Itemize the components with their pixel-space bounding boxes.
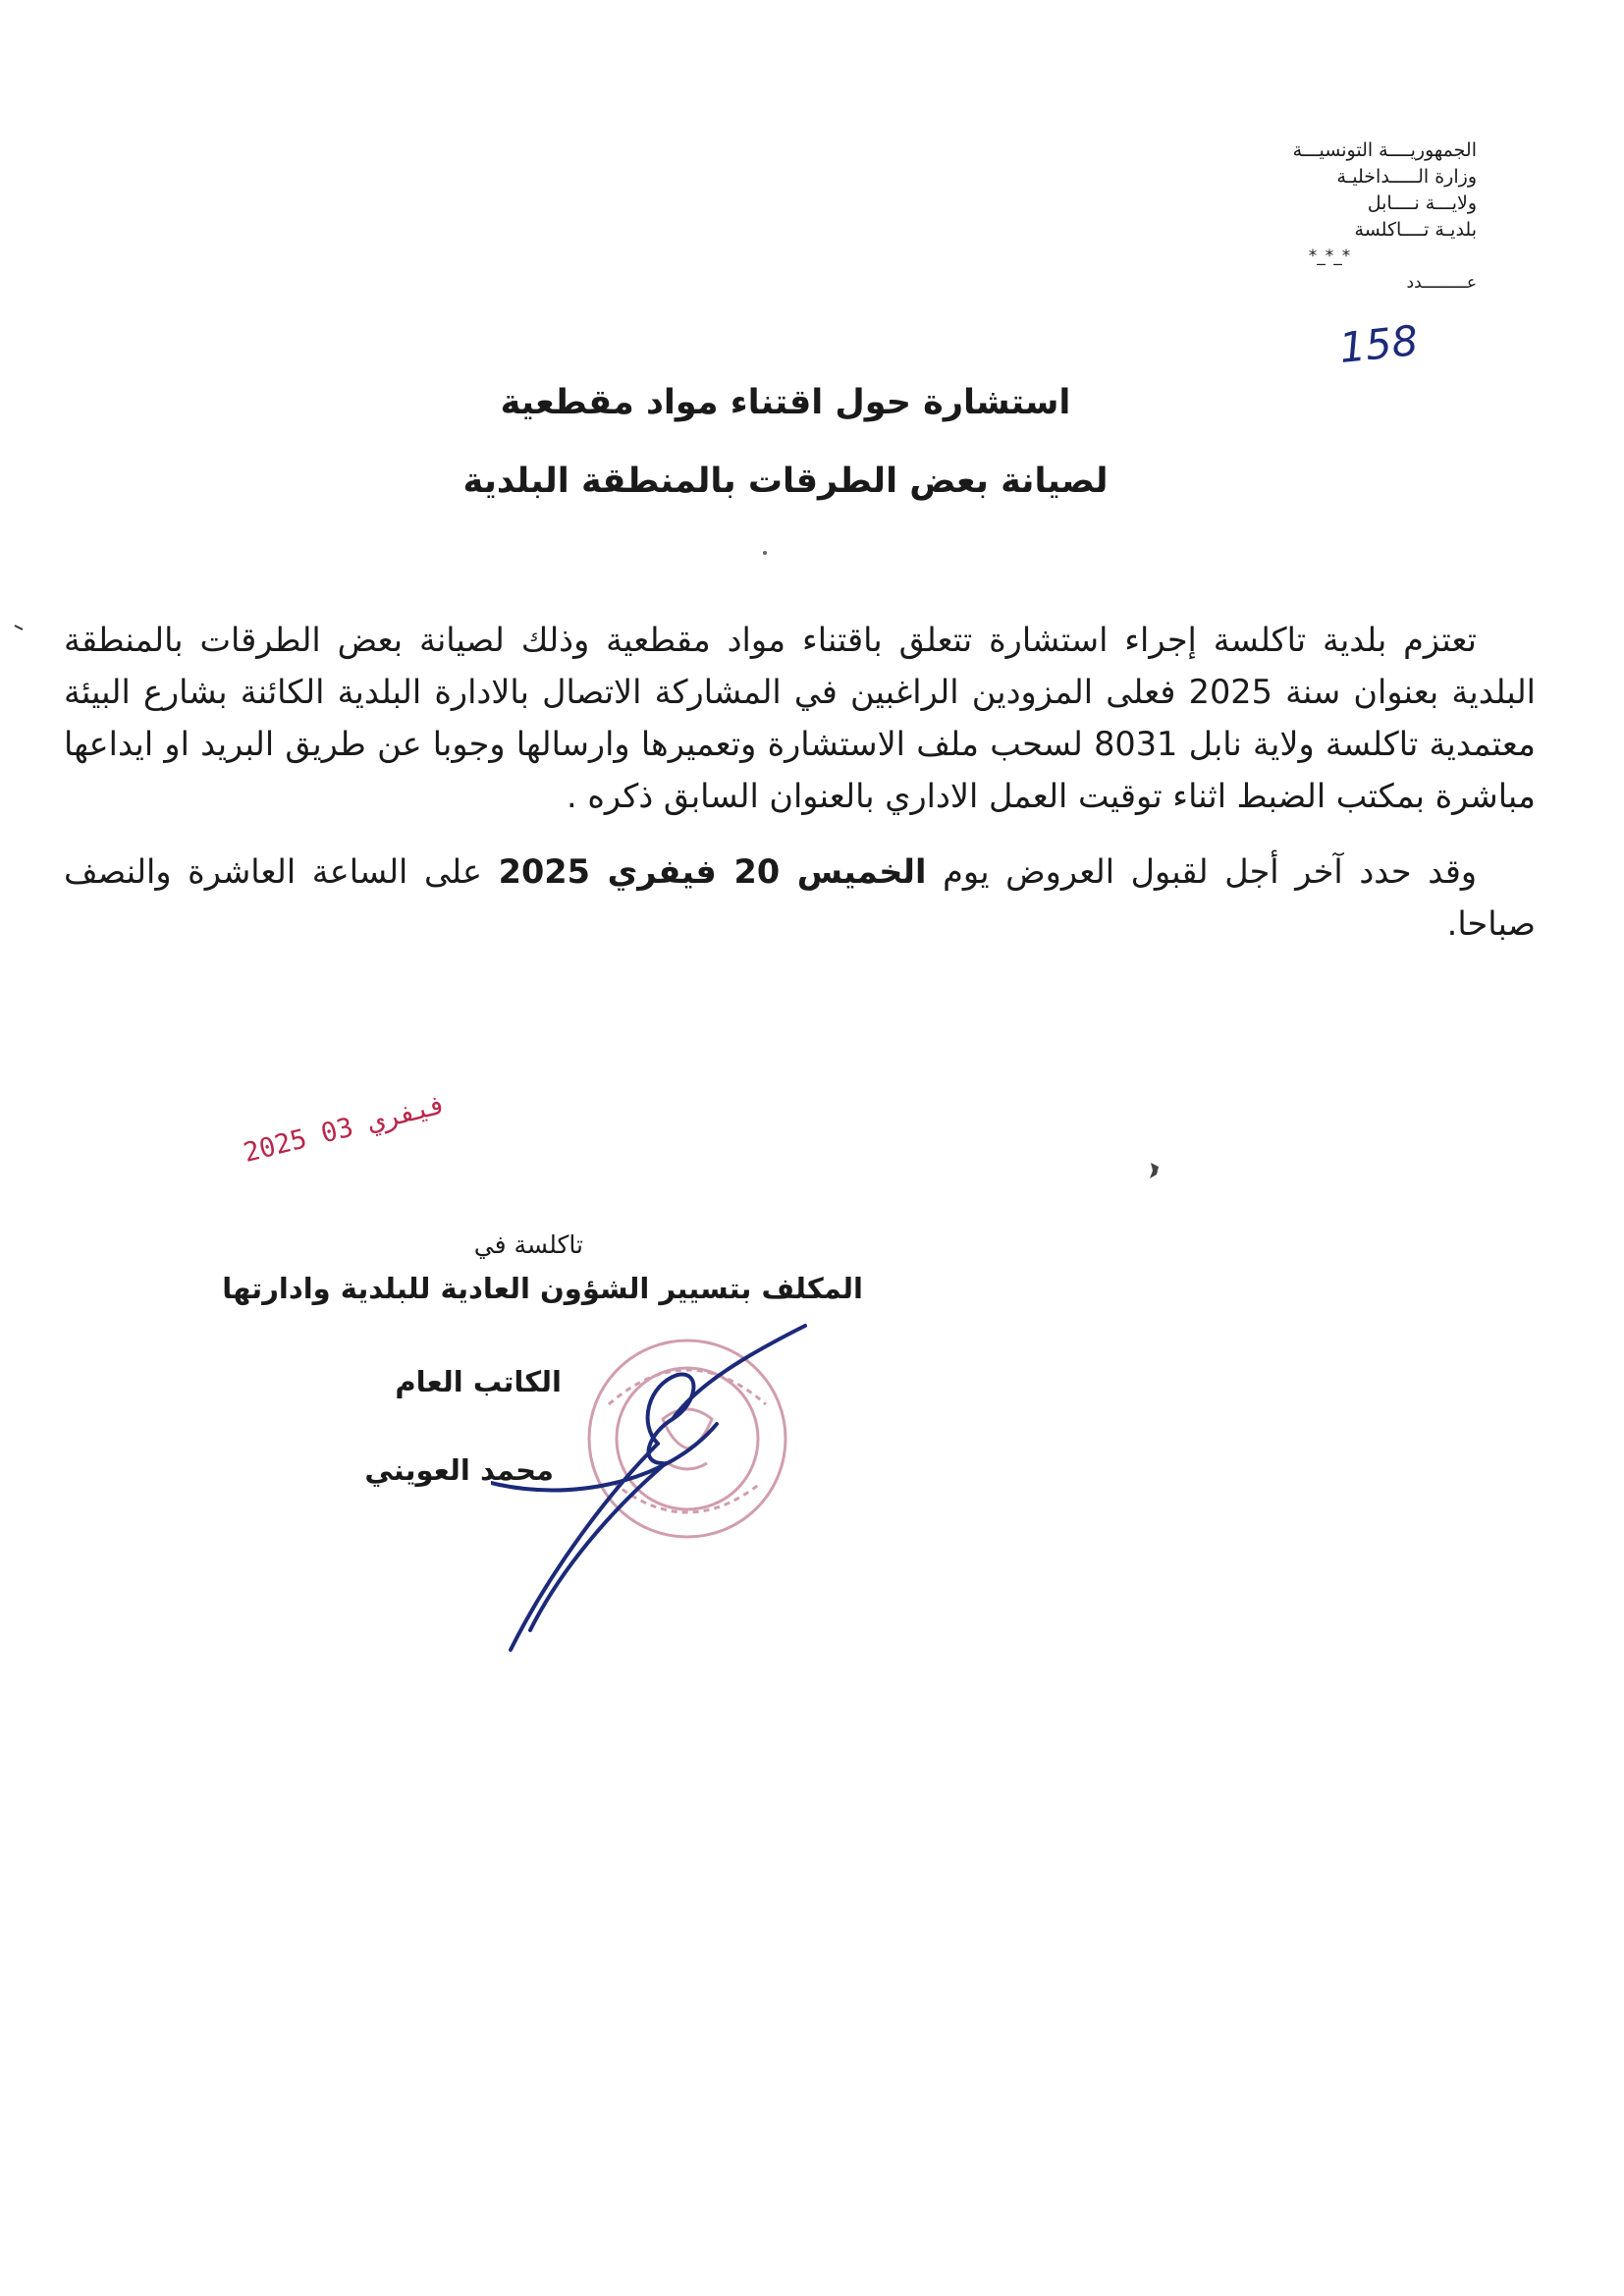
deadline-intro: وقد حدد آخر أجل لقبول العروض يوم xyxy=(926,852,1478,891)
letterhead-ministry: وزارة الـــــداخليـة xyxy=(1336,166,1477,188)
title-line-2: لصيانة بعض الطرقات بالمنطقة البلدية xyxy=(462,462,1109,501)
deadline-time: على الساعة العاشرة والنصف صباحا. xyxy=(64,852,1536,943)
body-paragraph-1: تعتزم بلدية تاكلسة إجراء استشارة تتعلق باقتناء مواد مقطعية وذلك لصيانة بعض الطرقات بالمنطقة البلدية بعنوان سنة 2025 فعلى المزودين الراغبين في المشاركة الاتصال بالادارة البلدية الكائنة بشارع البيئة معتمدية تاكلسة ولاية نابل 8031 لسحب ملف الاستشارة وتعميرها وارسالها وجوبا عن طريق البريد او ايداعها مباشرة بمكتب الضبط اثناء توقيت العمل الاداري بالعنوان السابق ذكره . xyxy=(64,621,1536,815)
reference-number-label: عـــــــــدد xyxy=(1406,273,1477,293)
body-paragraph-2 xyxy=(64,846,1536,950)
letterhead-governorate: ولايـــة نــــابل xyxy=(1367,192,1477,214)
reference-number-handwritten: 158 xyxy=(1336,315,1421,373)
received-date-stamp: 2025 فيفري 03 xyxy=(241,1088,450,1170)
scan-dot-icon xyxy=(762,550,768,556)
title-line-1: استشارة حول اقتناء مواد مقطعية xyxy=(500,383,1071,422)
scan-mark-icon xyxy=(14,625,24,630)
signatory-role: المكلف بتسيير الشؤون العادية للبلدية وادارتها xyxy=(222,1272,863,1305)
letterhead-stars: *_*_* xyxy=(1308,246,1351,266)
signatory-name: محمد العويني xyxy=(364,1453,554,1487)
signatory-title: الكاتب العام xyxy=(395,1365,562,1398)
document-body xyxy=(64,614,1536,950)
letterhead-municipality: بلديـة تــــاكلسة xyxy=(1354,219,1477,241)
letterhead-republic: الجمهوريــــة التونسيـــة xyxy=(1292,139,1477,161)
letterhead xyxy=(1221,137,1477,297)
signature-place: تاكلسة في xyxy=(473,1230,583,1259)
deadline-date: الخميس 20 فيفري 2025 xyxy=(498,852,927,891)
handwritten-signature-icon xyxy=(491,1316,825,1669)
scan-speck-icon xyxy=(1147,1161,1163,1180)
document-title xyxy=(295,363,1276,520)
